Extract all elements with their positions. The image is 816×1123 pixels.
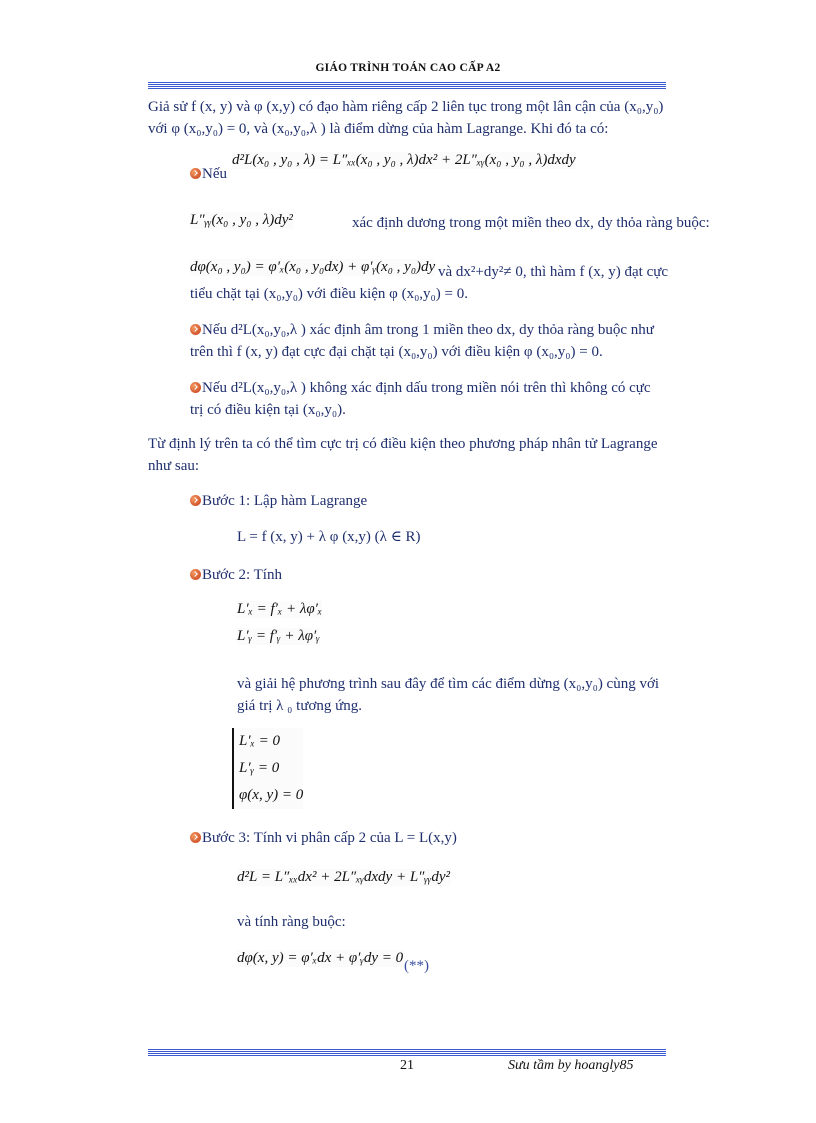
- step3-constraint: dφ(x, y) = φ′ₓdx + φ′ᵧdy = 0: [237, 950, 404, 966]
- step2-label: Bước 2: Tính: [202, 567, 282, 583]
- system-eq-3: φ(x, y) = 0: [239, 787, 304, 803]
- system-eq-2: L′ᵧ = 0: [239, 760, 280, 776]
- method-line-2: như sau:: [148, 458, 200, 474]
- case1-text-d: tiểu chặt tại (x₀,y₀) với điều kiện φ (x₀,y₀) = 0.: [190, 286, 468, 302]
- bullet-icon: [190, 569, 201, 580]
- case3-line-1: Nếu d²L(x₀,y₀,λ ) không xác định dấu trong miền nói trên thì không có cực: [202, 380, 651, 396]
- step3-text: và tính ràng buộc:: [237, 914, 346, 930]
- case3-line-2: trị có điều kiện tại (x₀,y₀).: [190, 402, 346, 418]
- step1-formula: L = f (x, y) + λ φ (x,y) (λ ∈ R): [237, 529, 421, 545]
- step2-text-1: và giải hệ phương trình sau đây để tìm các điểm dừng (x₀,y₀) cùng với: [237, 676, 660, 692]
- footer-credit: Sưu tầm by hoangly85: [508, 1058, 634, 1073]
- step2-system: [232, 728, 303, 809]
- case1-formula-b: L″ᵧᵧ(x₀ , y₀ , λ)dy²: [190, 212, 293, 228]
- case3-line-1-row: [190, 377, 651, 399]
- bullet-icon: [190, 495, 201, 506]
- case2-line-1-row: [190, 319, 654, 341]
- step3-label: Bước 3: Tính vi phân cấp 2 của L = L(x,y): [202, 830, 457, 846]
- bullet-icon: [190, 324, 201, 335]
- case1-formula-a: d²L(x₀ , y₀ , λ) = L″ₓₓ(x₀ , y₀ , λ)dx² + 2L″ₓᵧ(x₀ , y₀ , λ)dxdy: [232, 152, 576, 168]
- step1-row: [190, 490, 367, 512]
- step2-formula-ly: L′ᵧ = f′ᵧ + λφ′ᵧ: [237, 628, 320, 644]
- step1-label: Bước 1: Lập hàm Lagrange: [202, 493, 368, 509]
- header-rule: [148, 82, 666, 90]
- bullet-icon: [190, 168, 201, 179]
- case1-formula-c: dφ(x₀ , y₀) = φ′ₓ(x₀ , y₀dx) + φ′ᵧ(x₀ , y₀)dy: [190, 259, 436, 275]
- intro-line-2: với φ (x₀,y₀) = 0, và (x₀,y₀,λ ) là điểm dừng của hàm Lagrange. Khi đó ta có:: [148, 121, 609, 137]
- step2-formula-lx: L′ₓ = f′ₓ + λφ′ₓ: [237, 601, 323, 617]
- page-header-title: GIÁO TRÌNH TOÁN CAO CẤP A2: [315, 62, 501, 74]
- page-number: 21: [400, 1058, 414, 1073]
- method-line-1: Từ định lý trên ta có thể tìm cực trị có điều kiện theo phương pháp nhân tử Lagrange: [148, 436, 658, 452]
- case1-text-c: và dx²+dy²≠ 0, thì hàm f (x, y) đạt cực: [438, 264, 669, 280]
- case1-prefix: Nếu: [202, 166, 227, 182]
- step3-row: [190, 827, 457, 849]
- system-eq-1: L′ₓ = 0: [239, 733, 281, 749]
- case2-line-1: Nếu d²L(x₀,y₀,λ ) xác định âm trong 1 miền theo dx, dy thỏa ràng buộc như: [202, 322, 654, 338]
- footer-rule: [148, 1049, 666, 1057]
- step3-formula: d²L = L″ₓₓdx² + 2L″ₓᵧdxdy + L″ᵧᵧdy²: [237, 869, 450, 885]
- bullet-icon: [190, 382, 201, 393]
- step3-mark: (**): [404, 958, 429, 974]
- step2-row: [190, 564, 282, 586]
- case1-text-b: xác định dương trong một miền theo dx, dy thỏa ràng buộc:: [352, 215, 710, 231]
- case1-bullet-row: [190, 163, 227, 185]
- bullet-icon: [190, 832, 201, 843]
- case2-line-2: trên thì f (x, y) đạt cực đại chặt tại (x₀,y₀) với điều kiện φ (x₀,y₀) = 0.: [190, 344, 603, 360]
- intro-line-1: Giả sử f (x, y) và φ (x,y) có đạo hàm riêng cấp 2 liên tục trong một lân cận của (x₀,y₀): [148, 99, 664, 115]
- step2-text-2: giá trị λ ₀ tương ứng.: [237, 698, 363, 714]
